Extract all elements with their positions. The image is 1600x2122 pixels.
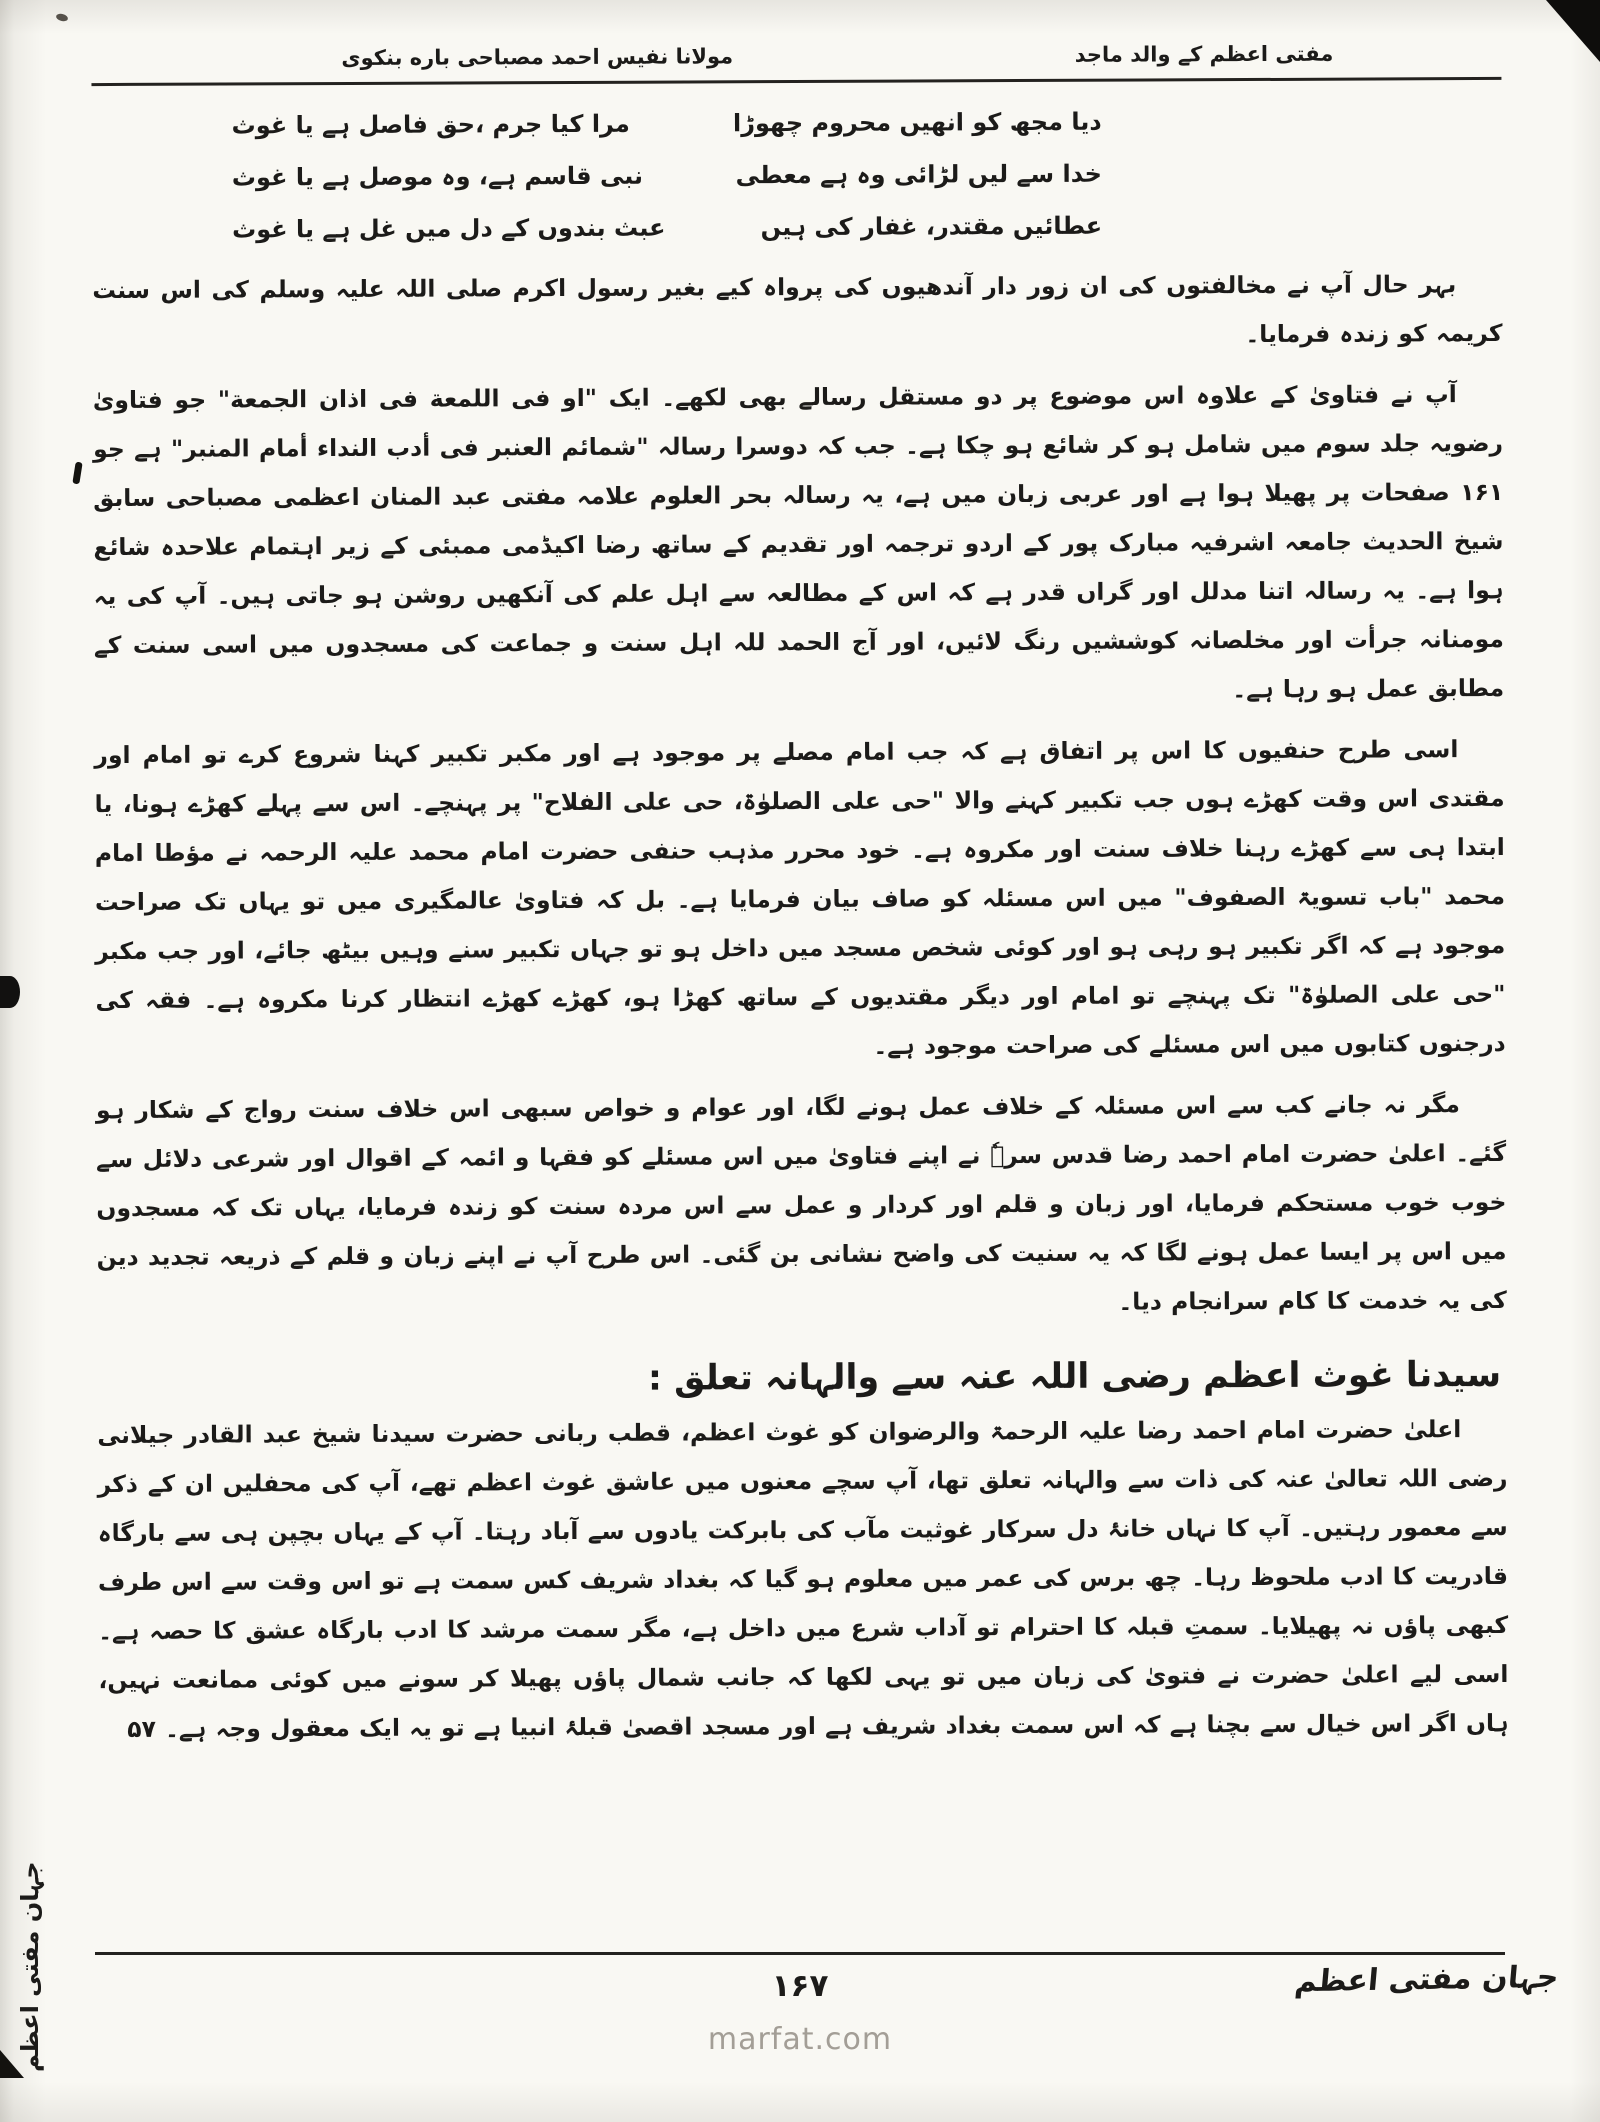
poetry-couplet bbox=[232, 96, 1102, 152]
scan-artifact-corner-fold bbox=[1546, 0, 1600, 62]
section-heading: سیدنا غوث اعظم رضی اللہ عنہ سے والہانہ تعلق : bbox=[647, 1354, 1502, 1399]
hemistich-second: عبث بندوں کے دل میں غل ہے یا غوث bbox=[232, 213, 666, 244]
page-header bbox=[91, 35, 1501, 86]
scan-artifact-ink-mark bbox=[72, 462, 82, 485]
page-content bbox=[91, 35, 1508, 1754]
footer-divider bbox=[95, 1952, 1505, 1955]
body-paragraph: آپ نے فتاویٰ کے علاوہ اس موضوع پر دو مستقل رسالے بھی لکھے۔ ایک "او فی اللمعة فی اذان الجمعة" جو فتاویٰ رضویہ جلد سوم میں شامل ہو کر شائع ہو چکا ہے۔ جب کہ دوسرا رسالہ "شمائم العنبر فی أدب النداء أمام المنبر" ہے جو ۱۶۱ صفحات پر پھیلا ہوا ہے اور عربی زبان میں ہے، یہ رسالہ بحر العلوم علامہ مفتی عبد المنان اعظمی مصباحی سابق شیخ الحدیث جامعہ اشرفیہ مبارک پور کے اردو ترجمہ اور تقدیم کے ساتھ رضا اکیڈمی ممبئی کے زیر اہتمام علاحدہ شائع ہوا ہے۔ یہ رسالہ اتنا مدلل اور گراں قدر ہے کہ اس کے مطالعہ سے اہل علم کی آنکھیں روشن ہو جاتی ہیں۔ آپ کی یہ مومنانہ جرأت اور مخلصانہ کوششیں رنگ لائیں، اور آج الحمد للہ اہل سنت و جماعت کی مسجدوں میں اسی سنت کے مطابق عمل ہو رہا ہے۔ bbox=[92, 380, 1505, 704]
body-paragraph: اسی طرح حنفیوں کا اس پر اتفاق ہے کہ جب امام مصلے پر موجود ہے اور مکبر تکبیر کہنا شروع کرے تو امام اور مقتدی اس وقت کھڑے ہوں جب تکبیر کہنے والا "حی علی الصلوٰۃ، حی علی الفلاح" پر پہنچے۔ اس سے پہلے کھڑے ہونا، یا ابتدا ہی سے کھڑے رہنا خلاف سنت اور مکروہ ہے۔ خود محرر مذہب حنفی حضرت امام محمد علیہ الرحمہ نے مؤطا امام محمد "باب تسویۃ الصفوف" میں اس مسئلہ کو صاف بیان فرمایا ہے۔ بل کہ فتاویٰ عالمگیری میں تو یہاں تک صراحت موجود ہے کہ اگر تکبیر ہو رہی ہو اور کوئی شخص مسجد میں داخل ہو تو جہاں تکبیر سنے وہیں بیٹھ جائے، اور جب مکبر "حی علی الصلوٰۃ" تک پہنچے تو امام اور دیگر مقتدیوں کے ساتھ کھڑا ہو، کھڑے کھڑے انتظار کرنا مکروہ ہے۔ فقہ کی درجنوں کتابوں میں اس مسئلے کی صراحت موجود ہے۔ bbox=[94, 735, 1506, 1060]
scan-artifact-corner-mark bbox=[0, 2050, 24, 2078]
body-paragraph: اعلیٰ حضرت امام احمد رضا علیہ الرحمۃ والرضوان کو غوث اعظم، قطب ربانی حضرت سیدنا شیخ عبد القادر جیلانی رضی اللہ تعالیٰ عنہ کی ذات سے والہانہ تعلق تھا، آپ سچے معنوں میں عاشق غوث اعظم تھے، آپ کی محفلیں ان کے ذکر سے معمور رہتیں۔ آپ کا نہاں خانۂ دل سرکار غوثیت مآب کی بابرکت یادوں سے آباد رہتا۔ آپ کے یہاں بچپن ہی سے بارگاہ قادریت کا ادب ملحوظ رہا۔ چھ برس کی عمر میں معلوم ہو گیا کہ بغداد شریف کس سمت ہے تو اس وقت سے اس طرف کبھی پاؤں نہ پھیلایا۔ سمتِ قبلہ کا احترام تو آداب شرع میں داخل ہے، مگر سمت مرشد کا ادب بارگاہ عشق کا حصہ ہے۔ اسی لیے اعلیٰ حضرت نے فتویٰ کی زبان میں تو یہی لکھا کہ جانب شمال پاؤں پھیلا کر سونے میں کوئی ممانعت نہیں، ہاں اگر اس خیال سے بچنا ہے کہ اس سمت بغداد شریف ہے اور مسجد اقصیٰ قبلۂ انبیا ہے تو یہ ایک معقول وجہ ہے۔ ۵۷ bbox=[97, 1415, 1509, 1743]
body-paragraph: بہر حال آپ نے مخالفتوں کی ان زور دار آندھیوں کی پرواہ کیے بغیر رسول اکرم صلی اللہ علیہ وسلم کی اس سنت کریمہ کو زندہ فرمایا۔ bbox=[92, 270, 1503, 349]
hemistich-first: خدا سے لیں لڑائی وہ ہے معطی bbox=[735, 159, 1102, 190]
hemistich-first: دیا مجھ کو انھیں محروم چھوڑا bbox=[732, 107, 1102, 138]
body-paragraph: مگر نہ جانے کب سے اس مسئلہ کے خلاف عمل ہونے لگا، اور عوام و خواص سبھی اس خلاف سنت رواج کے شکار ہو گئے۔ اعلیٰ حضرت امام احمد رضا قدس سرہٗ نے اپنے فتاویٰ میں اس مسئلے کو فقہا و ائمہ کے اقوال اور شرعی دلائل سے خوب خوب مستحکم فرمایا، اور زبان و قلم اور کردار و عمل سے اس مردہ سنت کو زندہ فرمایا، یہاں تک کہ مسجدوں میں اس پر ایسا عمل ہونے لگا کہ یہ سنیت کی واضح نشانی بن گئی۔ اس طرح آپ نے اپنے زبان و قلم کے ذریعہ تجدید دین کی یہ خدمت کا کام سرانجام دیا۔ bbox=[95, 1090, 1507, 1316]
scan-watermark: marfat.com bbox=[707, 2022, 893, 2057]
page-number: ۱۶۷ bbox=[771, 1968, 829, 2004]
header-chapter-title: مفتی اعظم کے والد ماجد bbox=[1074, 41, 1334, 67]
scan-artifact-ink-blob bbox=[0, 976, 20, 1008]
book-title-imprint: جہان مفتی اعظم bbox=[1292, 1959, 1560, 2000]
header-author-name: مولانا نفیس احمد مصباحی باره بنکوی bbox=[341, 44, 734, 70]
hemistich-second: مرا کیا جرم ،حق فاصل ہے یا غوث bbox=[231, 109, 630, 140]
hemistich-first: عطائیں مقتدر، غفار کی ہیں bbox=[760, 211, 1103, 242]
poetry-block bbox=[232, 96, 1103, 256]
spine-book-title: جہان مفتی اعظم bbox=[16, 1861, 44, 2072]
poetry-couplet bbox=[232, 148, 1102, 204]
scan-artifact-speck bbox=[55, 13, 68, 23]
poetry-couplet bbox=[232, 200, 1102, 256]
hemistich-second: نبی قاسم ہے، وہ موصل ہے یا غوث bbox=[231, 161, 644, 192]
